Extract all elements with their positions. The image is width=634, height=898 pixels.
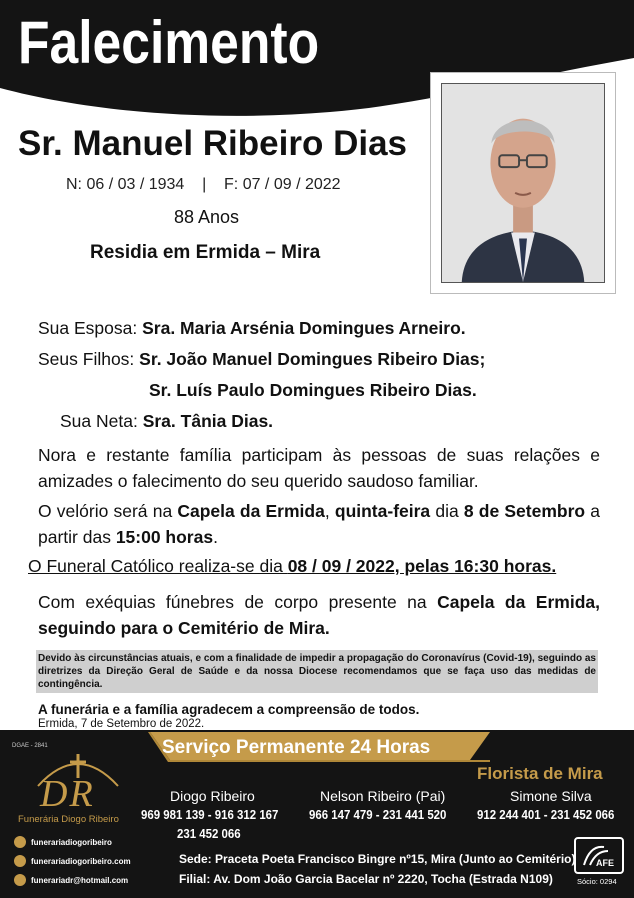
- covid-notice: Devido às circunstâncias atuais, e com a finalidade de impedir a propagação do Coronavírus (Covid-19), seguindo as diretrizes da Direção Geral de Saúde e da nossa Diocese recomendamos que se faça uso das medidas de contingência.: [36, 650, 598, 693]
- florist-name: Florista de Mira: [477, 764, 603, 783]
- exequies-suffix: , seguindo para o Cemitério de Mira.: [38, 592, 600, 638]
- member-number: Sócio: 0294: [577, 877, 617, 886]
- funeral-line: [28, 556, 556, 577]
- exequies-prefix: Com exéquias fúnebres de corpo presente na: [38, 592, 438, 612]
- wake-day: quinta-feira: [334, 501, 431, 521]
- contact-phone-3: 912 244 401 - 231 452 066: [477, 807, 615, 822]
- address-headquarters: Sede: Praceta Poeta Francisco Bingre nº15, Mira (Junto ao Cemitério): [179, 852, 576, 866]
- afe-logo: [574, 837, 624, 874]
- spouse-name: Sra. Maria Arsénia Domingues Arneiro.: [142, 318, 466, 338]
- facebook-icon: [14, 836, 26, 848]
- globe-icon: [14, 855, 26, 867]
- contact-name-2: Nelson Ribeiro (Pai): [320, 788, 446, 804]
- wake-separator: ,: [324, 501, 335, 521]
- funeral-prefix: O Funeral Católico realiza-se dia: [28, 556, 288, 576]
- spouse-line: [38, 318, 466, 339]
- wake-time: 15:00 horas: [115, 527, 214, 547]
- facebook-link[interactable]: [14, 836, 112, 848]
- website-link[interactable]: [14, 855, 131, 867]
- spouse-label: Sua Esposa:: [38, 318, 138, 338]
- child-name-1: Sr. João Manuel Domingues Ribeiro Dias;: [139, 349, 486, 369]
- logo-name: Funerária Diogo Ribeiro: [18, 814, 119, 825]
- deceased-age: 88 Anos: [174, 207, 240, 227]
- facebook-handle: funerariadiogoribeiro: [31, 837, 112, 847]
- announcement-text: Nora e restante família participam às pessoas de suas relações e amizades o falecimento do seu querido saudoso familiar.: [38, 445, 600, 491]
- contact-phone-1b: 231 452 066: [177, 826, 241, 841]
- place-date: Ermida, 7 de Setembro de 2022.: [38, 718, 205, 730]
- email-icon: [14, 874, 26, 886]
- children-line: [38, 349, 485, 370]
- logo-monogram: DR: [40, 773, 95, 815]
- exequies-place: Capela da Ermida: [437, 592, 596, 612]
- portrait-photo: [441, 83, 605, 283]
- granddaughter-line: [60, 411, 273, 432]
- wake-date: 8 de Setembro: [463, 501, 586, 521]
- deceased-residence: Residia em Ermida – Mira: [90, 242, 321, 263]
- contact-phone-2: 966 147 479 - 231 441 520: [309, 807, 447, 822]
- thanks-text: A funerária e a família agradecem a compreensão de todos.: [38, 702, 420, 717]
- portrait-frame: [430, 72, 616, 294]
- wake-place: Capela da Ermida: [177, 501, 325, 521]
- exequies-text: [38, 589, 600, 641]
- address-branch: Filial: Av. Dom João Garcia Bacelar nº 2220, Tocha (Estrada N109): [179, 872, 553, 886]
- contact-phone-1: 969 981 139 - 916 312 167: [141, 807, 279, 822]
- email-link[interactable]: [14, 874, 128, 886]
- granddaughter-label: Sua Neta:: [60, 411, 138, 431]
- child-name-2: Sr. Luís Paulo Domingues Ribeiro Dias.: [149, 380, 477, 400]
- wake-connector-2: a partir das: [38, 501, 600, 547]
- children-label: Seus Filhos:: [38, 349, 135, 369]
- service-banner: Serviço Permanente 24 Horas: [162, 737, 431, 758]
- contact-name-1: Diogo Ribeiro: [170, 788, 255, 804]
- wake-prefix: O velório será na: [38, 501, 178, 521]
- granddaughter-name: Sra. Tânia Dias.: [142, 411, 274, 431]
- wake-connector: dia: [430, 501, 464, 521]
- page-title: Falecimento: [18, 9, 320, 76]
- dgae-code: DGAE - 2841: [12, 743, 48, 749]
- email-address: funerariadr@hotmail.com: [31, 875, 129, 885]
- contact-name-3: Simone Silva: [510, 788, 592, 804]
- wake-end: .: [213, 527, 218, 547]
- birth-death-dates: N: 06 / 03 / 1934 | F: 07 / 09 / 2022: [66, 176, 341, 193]
- afe-mark: AFE: [596, 858, 614, 868]
- children-line-2: [149, 380, 477, 401]
- website-url: funerariadiogoribeiro.com: [31, 856, 131, 866]
- deceased-name: Sr. Manuel Ribeiro Dias: [18, 124, 407, 163]
- wake-text: [38, 498, 600, 550]
- funeral-datetime: 08 / 09 / 2022, pelas 16:30 horas.: [287, 556, 557, 576]
